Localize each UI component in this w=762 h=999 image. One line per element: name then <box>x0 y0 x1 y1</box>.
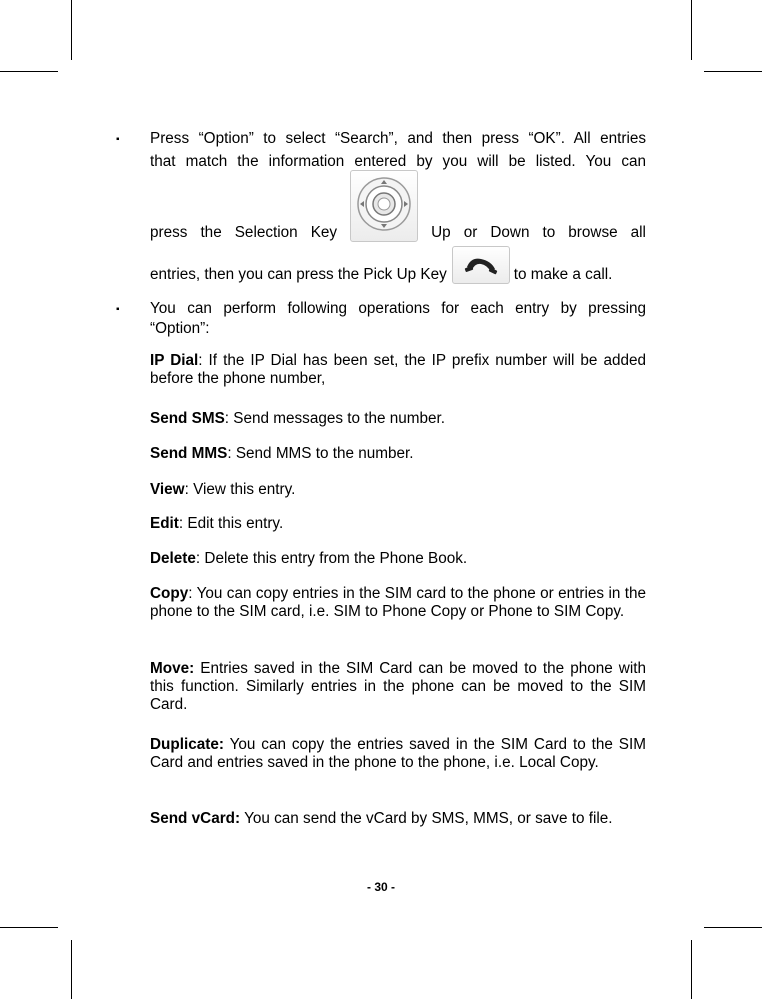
option-desc: : Edit this entry. <box>178 515 284 532</box>
word: Key <box>310 224 338 241</box>
word: all <box>630 224 646 241</box>
option-send-mms <box>150 445 646 463</box>
word: Up <box>431 224 451 241</box>
option-term: Duplicate: <box>150 736 224 753</box>
option-term: Move: <box>150 660 195 677</box>
option-term: Edit <box>150 515 179 532</box>
option-edit <box>150 515 646 533</box>
option-desc: You can copy the entries saved in the SIM Card to the SIM Card and entries saved in the phone to the phone, i.e. Local Copy. <box>150 736 646 771</box>
navigation-key-icon <box>350 170 418 242</box>
option-term: Send vCard: <box>150 810 241 827</box>
option-view <box>150 481 646 499</box>
option-desc: : View this entry. <box>184 481 296 498</box>
word: to <box>542 224 556 241</box>
page-number: - 30 - <box>366 880 395 894</box>
bullet: ▪ <box>116 304 120 315</box>
pickup-text: entries, then you can press the Pick Up Key <box>150 266 447 283</box>
word: the <box>200 224 222 241</box>
option-move <box>150 660 646 714</box>
option-copy <box>150 585 646 621</box>
option-send-vcard <box>150 810 646 828</box>
intro-line-2: that match the information entered by you will be listed. You can <box>150 153 646 170</box>
option-send-sms <box>150 410 646 428</box>
option-desc: : Send messages to the number. <box>224 410 446 427</box>
option-term: Send MMS <box>150 445 228 462</box>
selection-key-line <box>150 170 646 242</box>
bullet: ▪ <box>116 134 120 145</box>
option-desc: : If the IP Dial has been set, the IP prefix number will be added before the phone number, <box>150 352 646 387</box>
option-term: IP Dial <box>150 352 199 369</box>
options-line-1: You can perform following operations for each entry by pressing <box>150 300 646 317</box>
word: Down <box>490 224 530 241</box>
word: press <box>150 224 188 241</box>
option-desc: You can send the vCard by SMS, MMS, or save to file. <box>240 810 613 827</box>
word: or <box>463 224 478 241</box>
option-term: Copy <box>150 585 189 602</box>
option-desc: : Delete this entry from the Phone Book. <box>195 550 468 567</box>
option-desc: Entries saved in the SIM Card can be moved to the phone with this function. Similarly entries in the phone can be moved to the SIM Card. <box>150 660 646 713</box>
word: browse <box>568 224 618 241</box>
option-delete <box>150 550 646 568</box>
option-ip-dial <box>150 352 646 388</box>
option-desc: : You can copy entries in the SIM card to the phone or entries in the phone to the SIM card, i.e. SIM to Phone Copy or Phone to SIM Copy. <box>150 585 646 620</box>
option-duplicate <box>150 736 646 772</box>
option-term: View <box>150 481 185 498</box>
option-desc: : Send MMS to the number. <box>227 445 414 462</box>
option-term: Delete <box>150 550 196 567</box>
options-line-2: “Option”: <box>150 320 210 337</box>
pickup-key-line <box>150 244 650 284</box>
call-key-icon <box>452 246 510 284</box>
pickup-tail: to make a call. <box>513 266 613 283</box>
intro-line-1: Press “Option” to select “Search”, and then press “OK”. All entries <box>150 130 646 147</box>
option-term: Send SMS <box>150 410 225 427</box>
word: Selection <box>234 224 298 241</box>
